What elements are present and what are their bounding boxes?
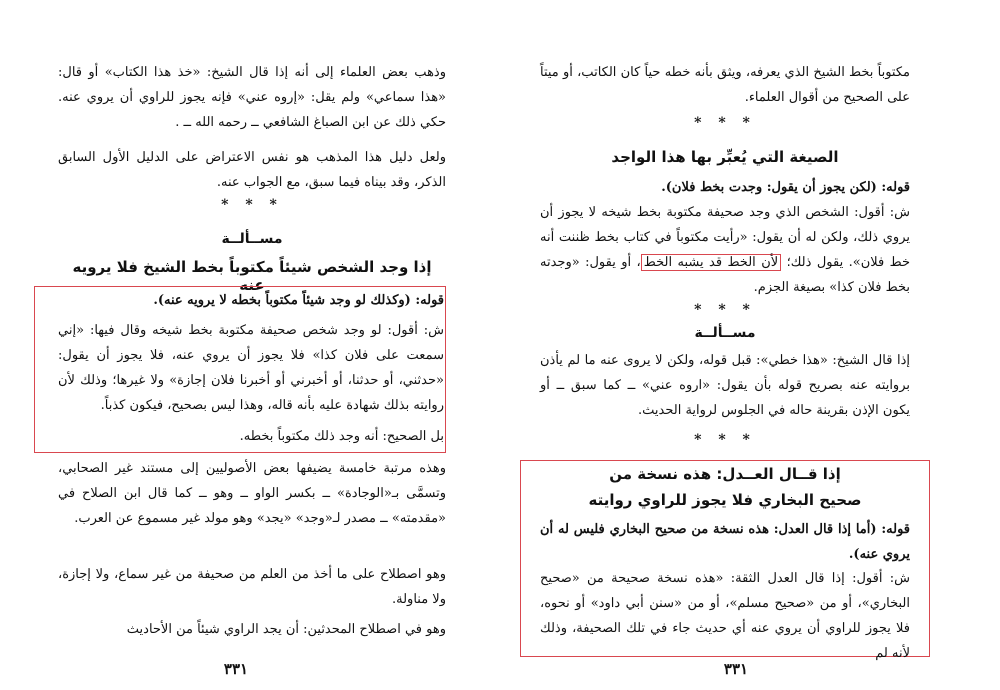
left-masala-heading: مســألــة [221,231,283,247]
right-box-sharh: ش: أقول: إذا قال العدل الثقة: «هذه نسخة صحيحة من «صحيح البخاري»، أو من «صحيح مسلم»، أو من «سنن أبي داود» أو نحوه، فلا يجوز للراوي أن يروي عنه أي حديث جاء في تلك الصحيفة، وذلك لأنه لم [540,571,910,661]
left-para-4: وهو اصطلاح على ما أخذ من العلم من صحيفة من غير سماع، ولا إجازة، ولا مناولة. [58,567,446,607]
left-box-sahih: بل الصحيح: أنه وجد ذلك مكتوباً بخطه. [239,429,444,444]
right-inline-highlight: لأن الخط قد يشبه الخط [641,254,781,271]
right-box-qawluh: قوله: (أما إذا قال العدل: هذه نسخة من صحيح البخاري فليس له أن يروي عنه). [540,522,910,562]
left-box-sharh: ش: أقول: لو وجد شخص صحيفة مكتوبة بخط شيخه وقال فيها: «إني سمعت على فلان كذا» فلا يجوز أن يروي عنه، فلا يجوز أن يقول: «حدثني، أو حدثنا، أو أخبرني أو أخبرنا فلان إجازة» ولا غيرها؛ وذلك لأن روايته بذلك شهادة عليه بأنه قاله، وهذا ليس بصحيح، فيكون كذباً. [58,323,444,413]
right-page-number: ٣٣١ [723,660,749,678]
left-box-qawluh: قوله: (وكذلك لو وجد شيئاً مكتوباً بخطه لا يرويه عنه). [153,293,444,308]
right-stars-3: * * * [694,432,756,448]
right-sharh-1-after: ، أو يقول: «وجدته بخط فلان كذا» بصيغة الجزم. [540,255,910,295]
right-stars-2: * * * [694,302,756,318]
right-stars-1: * * * [694,115,756,131]
right-heading-sigha: الصيغة التي يُعبِّر بها هذا الواجد [611,148,839,166]
left-para-1: وذهب بعض العلماء إلى أنه إذا قال الشيخ: «خذ هذا الكتاب» أو قال: «هذا سماعي» ولم يقل: «إروه عني» فإنه يجوز للراوي أن يروي عنه. حكي ذلك عن ابن الصباغ الشافعي ــ رحمه الله ــ . [58,65,446,130]
left-page-number: ٣٣١ [223,660,249,678]
right-qawluh-1: قوله: (لكن يجوز أن يقول: وجدت بخط فلان). [661,180,910,195]
left-para-3: وهذه مرتبة خامسة يضيفها بعض الأصوليين إلى مستند غير الصحابي، وتسمَّى بـ«الوجادة» ــ بكسر الواو ــ وهو ــ كما قال ابن الصلاح في «مقدمته» ــ مصدر لـ«وجد» «يجد» وهو مولد غير مسموع عن العرب. [58,461,446,526]
right-masala-heading: مســألــة [694,325,756,341]
right-sharh-1-before: ش: أقول: الشخص الذي وجد صحيفة مكتوبة بخط شيخه لا يجوز أن يروي ذلك، ولكن له أن يقول: «رأيت مكتوباً في كتاب بخط ظننت أنه خط فلان». يقول ذلك؛ [540,205,911,270]
left-stars-1: * * * [221,197,283,213]
left-section-title: إذا وجد الشخص شيئاً مكتوباً بخط الشيخ فلا يرويه عنه [72,258,432,294]
left-para-5: وهو في اصطلاح المحدثين: أن يجد الراوي شيئاً من الأحاديث [126,622,446,637]
right-para-1: مكتوباً بخط الشيخ الذي يعرفه، ويثق بأنه خطه حياً كان الكاتب، أو ميتاً على الصحيح من أقوال العلماء. [540,65,910,105]
right-page [500,0,1000,690]
right-box-title-1: إذا قــال العــدل: هذه نسخة من [609,465,841,483]
right-box-title-2: صحيح البخاري فلا يجوز للراوي روايته [588,491,862,509]
right-sharh-1 [540,200,910,300]
left-para-2: ولعل دليل هذا المذهب هو نفس الاعتراض على الدليل الأول السابق الذكر، وقد بيناه فيما سبق، مع الجواب عنه. [58,150,446,190]
right-para-2: إذا قال الشيخ: «هذا خطي»: قبل قوله، ولكن لا يروى عنه ما لم يأذن بروايته عنه بصريح قوله بأن يقول: «اروه عني» ــ كما سبق ــ أو يكون الإذن بقرينة حاله في الجلوس لرواية الحديث. [540,353,910,418]
